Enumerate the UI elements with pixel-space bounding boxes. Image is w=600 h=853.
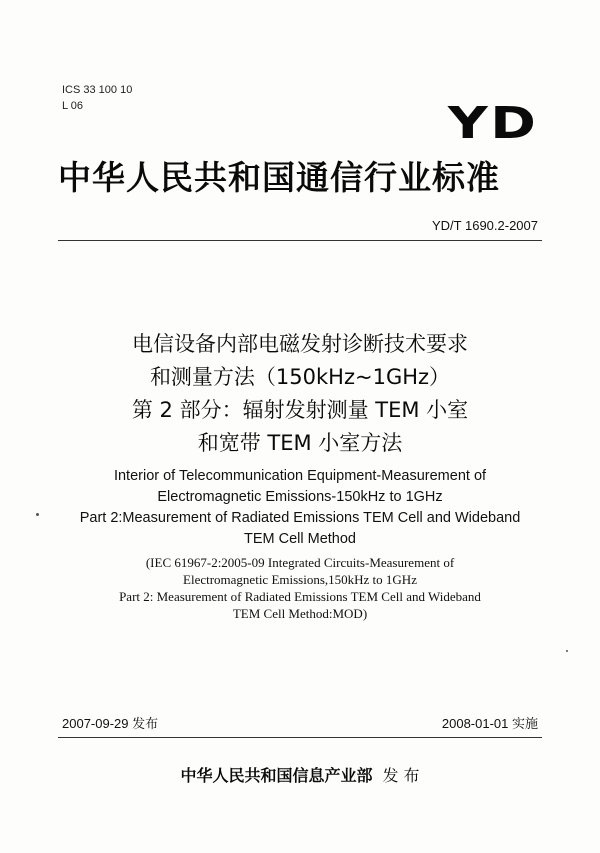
iec-line-4: TEM Cell Method:MOD) <box>232 606 368 621</box>
class-code: L 06 <box>62 100 84 112</box>
yd-brand-mark: YD <box>447 98 538 149</box>
zh-title-line-4: 和宽带 TEM 小室方法 <box>197 431 403 455</box>
effective-date: 2008-01-01 实施 <box>441 716 538 731</box>
standard-type-title: 中华人民共和国通信行业标准 <box>58 158 500 197</box>
iec-line-3: Part 2: Measurement of Radiated Emissions TEM Cell and Wideband <box>119 589 481 604</box>
zh-title-line-3: 第 2 部分：辐射发射测量 TEM 小室 <box>131 398 469 422</box>
issuer-action: 发 布 <box>382 766 420 785</box>
issuer-name: 中华人民共和国信息产业部 <box>180 766 373 785</box>
zh-title-line-1: 电信设备内部电磁发射诊断技术要求 <box>132 332 468 356</box>
chinese-title <box>0 328 600 460</box>
en-title-line-1: Interior of Telecommunication Equipment-Measurement of <box>113 468 487 484</box>
en-title-line-4: TEM Cell Method <box>243 531 356 547</box>
classification-codes <box>62 82 132 114</box>
scan-speck <box>566 650 568 652</box>
ics-code: ICS 33 100 10 <box>62 84 133 96</box>
zh-title-line-2: 和测量方法（150kHz~1GHz） <box>149 365 451 389</box>
iec-line-1: (IEC 61967-2:2005-09 Integrated Circuits-Measurement of <box>145 555 455 570</box>
issuing-authority <box>0 763 600 786</box>
en-title-line-2: Electromagnetic Emissions-150kHz to 1GHz <box>157 489 443 505</box>
standard-number: YD/T 1690.2-2007 <box>432 218 538 233</box>
iec-reference <box>0 554 600 622</box>
issue-date: 2007-09-29 发布 <box>62 716 159 731</box>
top-divider <box>58 240 542 241</box>
en-title-line-3: Part 2:Measurement of Radiated Emissions TEM Cell and Wideband <box>79 510 521 526</box>
english-title <box>0 466 600 550</box>
bottom-divider <box>58 737 542 738</box>
scan-speck <box>36 513 39 516</box>
iec-line-2: Electromagnetic Emissions,150kHz to 1GHz <box>183 572 417 587</box>
